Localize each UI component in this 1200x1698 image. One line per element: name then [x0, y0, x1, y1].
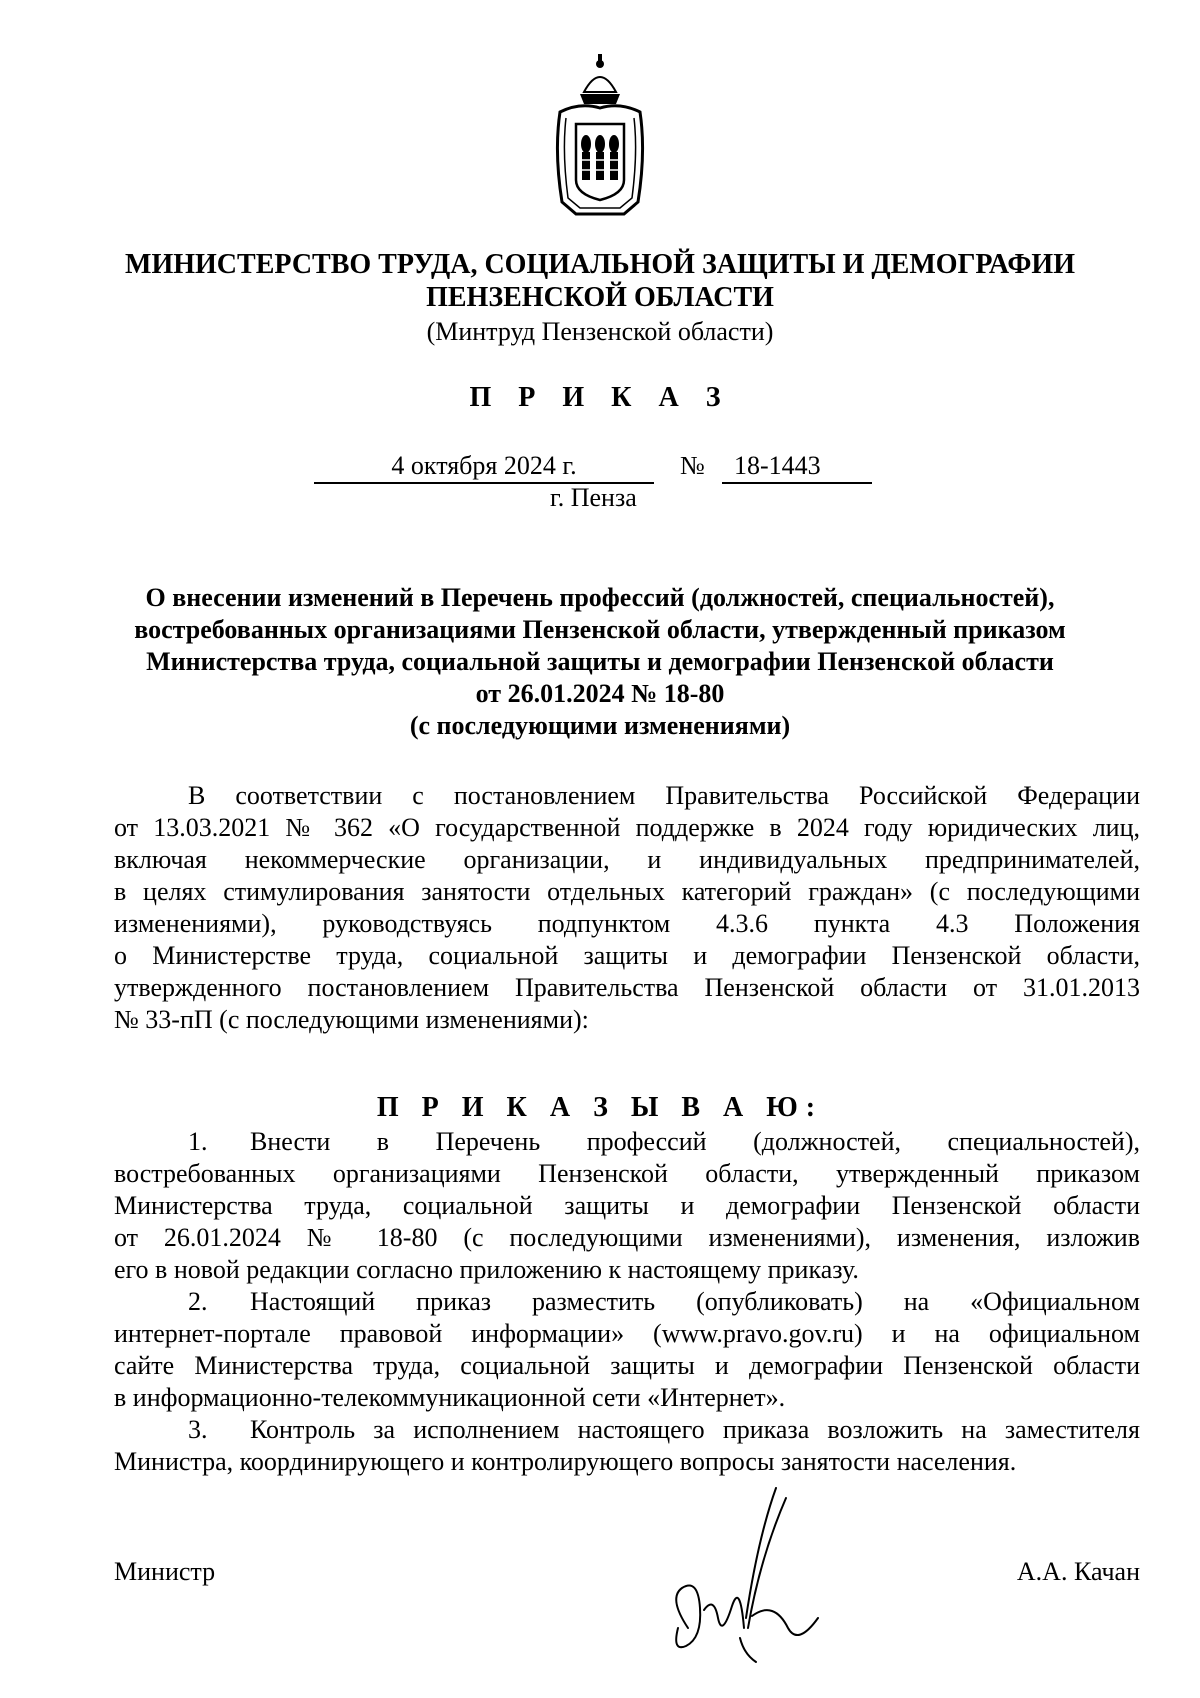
item-line: Настоящий приказ разместить (опубликовать) на «Официальном	[250, 1287, 1140, 1316]
order-number-sign: №	[680, 451, 705, 480]
preamble-line: № 33-пП (с последующими изменениями):	[114, 1005, 589, 1034]
organization-name-line2: ПЕНЗЕНСКОЙ ОБЛАСТИ	[426, 282, 774, 313]
preamble	[114, 780, 1140, 1036]
preamble-line: в целях стимулирования занятости отдельных категорий граждан» (с последующими	[114, 877, 1140, 906]
item-line: Министра, координирующего и контролирующего вопросы занятости населения.	[114, 1447, 1017, 1476]
organization-name-line1: МИНИСТЕРСТВО ТРУДА, СОЦИАЛЬНОЙ ЗАЩИТЫ И ДЕМОГРАФИИ	[125, 249, 1075, 280]
item-line: востребованных организациями Пензенской области, утвержденный приказом	[114, 1159, 1140, 1188]
signatory-position: Министр	[114, 1557, 216, 1586]
item-number: 1.	[188, 1127, 208, 1156]
order-title-line: востребованных организациями Пензенской области, утвержденный приказом	[134, 615, 1066, 644]
item-line: сайте Министерства труда, социальной защиты и демографии Пензенской области	[114, 1351, 1140, 1380]
order-number: 18-1443	[722, 450, 872, 484]
item-line: в информационно-телекоммуникационной сети «Интернет».	[114, 1383, 786, 1412]
order-title-line: (с последующими изменениями)	[409, 711, 791, 740]
organization-short-name: (Минтруд Пензенской области)	[426, 317, 774, 346]
preamble-line: изменениями), руководствуясь подпунктом 4.3.6 пункта 4.3 Положения	[114, 909, 1140, 938]
document-type-heading: П Р И К А З	[469, 382, 731, 413]
item-line: Контроль за исполнением настоящего приказа возложить на заместителя	[250, 1415, 1140, 1444]
item-number: 2.	[188, 1287, 208, 1316]
order-title	[100, 582, 1100, 742]
preamble-line: В соответствии с постановлением Правительства Российской Федерации	[188, 781, 1140, 810]
preamble-line: включая некоммерческие организации, и индивидуальных предпринимателей,	[114, 845, 1140, 874]
item-line: Министерства труда, социальной защиты и демографии Пензенской области	[114, 1191, 1140, 1220]
order-title-line: от 26.01.2024 № 18-80	[475, 679, 725, 708]
signatory-name: А.А. Качан	[1016, 1557, 1140, 1586]
order-city: г. Пенза	[550, 483, 637, 512]
item-number: 3.	[188, 1415, 208, 1444]
item-line: интернет-портале правовой информации» (www.pravo.gov.ru) и на официальном	[114, 1319, 1140, 1348]
preamble-line: от 13.03.2021 № 362 «О государственной поддержке в 2024 году юридических лиц,	[114, 813, 1140, 842]
order-title-line: О внесении изменений в Перечень профессий (должностей, специальностей),	[145, 583, 1055, 612]
organization-name	[80, 248, 1120, 314]
item-line: Внести в Перечень профессий (должностей, специальностей),	[250, 1127, 1140, 1156]
order-heading: П Р И К А З Ы В А Ю:	[376, 1092, 824, 1123]
order-item-3	[114, 1414, 1140, 1478]
order-item-2	[114, 1286, 1140, 1414]
item-line: от 26.01.2024 № 18-80 (с последующими изменениями), изменения, изложив	[114, 1223, 1140, 1252]
coat-of-arms-icon	[546, 52, 654, 222]
order-title-line: Министерства труда, социальной защиты и демографии Пензенской области	[146, 647, 1054, 676]
item-line: его в новой редакции согласно приложению к настоящему приказу.	[114, 1255, 859, 1284]
preamble-line: утвержденного постановлением Правительства Пензенской области от 31.01.2013	[114, 973, 1140, 1002]
handwritten-signature-icon	[648, 1478, 828, 1668]
order-item-1	[114, 1126, 1140, 1286]
order-date: 4 октября 2024 г.	[314, 450, 654, 484]
preamble-line: о Министерстве труда, социальной защиты и демографии Пензенской области,	[114, 941, 1140, 970]
